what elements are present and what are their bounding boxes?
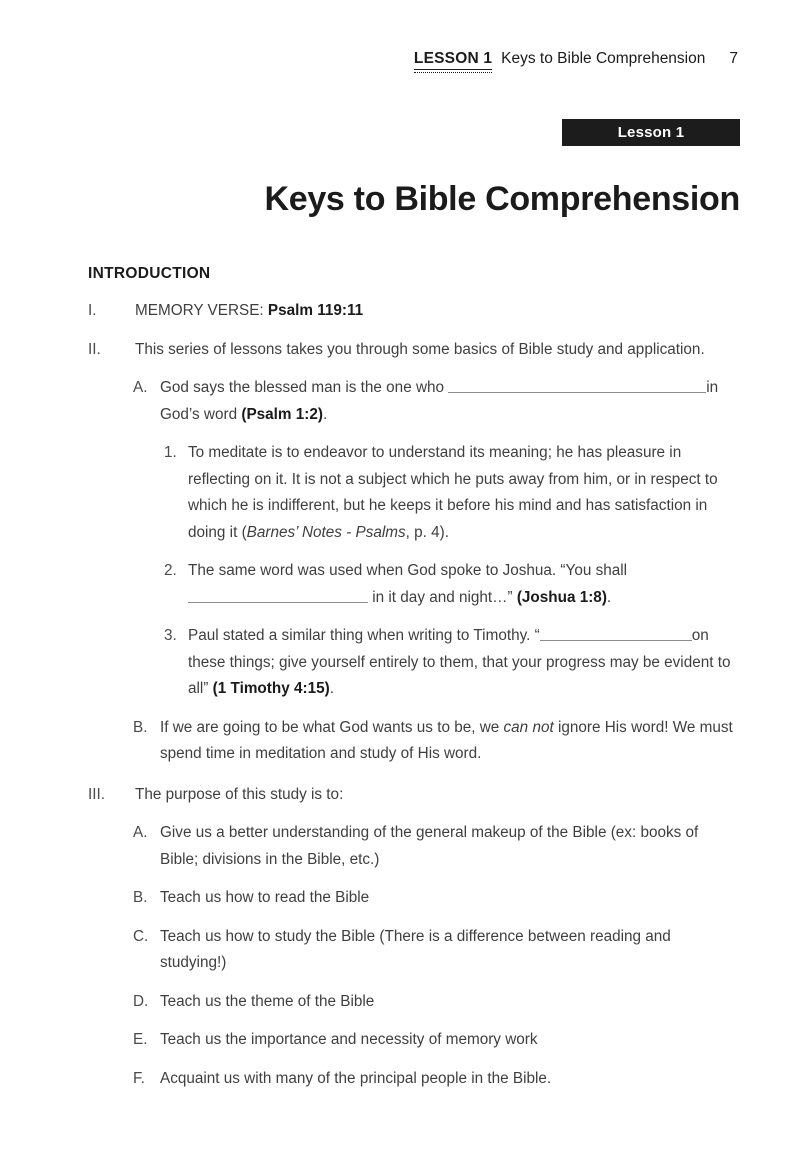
outline-marker: 1. — [164, 444, 177, 461]
outline-item-i — [0, 298, 800, 325]
outline-marker: III. — [88, 785, 105, 803]
clause-period: . — [322, 405, 328, 423]
outline-text: Teach us the theme of the Bible — [160, 992, 375, 1010]
outline-marker: B. — [133, 718, 148, 736]
outline-marker: D. — [133, 992, 149, 1010]
clause-text-after: in it day and night…” — [368, 588, 517, 606]
outline-text — [160, 375, 738, 428]
lesson-banner — [562, 119, 740, 146]
clause-text-before: Paul stated a similar thing when writing to Timothy. “ — [188, 627, 540, 644]
outline-item-ii-a — [0, 375, 800, 428]
outline-marker: C. — [133, 927, 149, 945]
section-heading-introduction: INTRODUCTION — [88, 265, 211, 282]
emphasis-text: can not — [503, 718, 554, 736]
outline-item-ii-a-1 — [0, 440, 800, 546]
outline-text: Acquaint us with many of the principal people in the Bible. — [160, 1069, 552, 1087]
outline-sublist-iii — [0, 820, 800, 1092]
outline-text — [188, 623, 738, 703]
clause-text-after: on these things; give yourself entirely to them, that your progress may be evident to all” — [188, 627, 731, 697]
fill-in-blank[interactable] — [540, 625, 692, 641]
outline-text: Give us a better understanding of the general makeup of the Bible (ex: books of Bible; divisions in the Bible, etc.) — [160, 824, 699, 868]
clause-text-before: To meditate is to endeavor to understand its meaning; he has pleasure in reflecting on it. It is not a subject which he puts away from him, or in respect to which he is indifferent, but he keeps it before his mind and has satisfaction in doing it ( — [188, 444, 718, 541]
outline-item-iii-2 — [0, 885, 800, 912]
memory-verse-label: MEMORY VERSE: — [135, 302, 268, 319]
outline-item-ii — [0, 337, 800, 364]
outline-text — [188, 558, 738, 611]
outline-marker: F. — [133, 1069, 145, 1087]
outline-item-iii — [0, 782, 800, 809]
page-number: 7 — [729, 50, 738, 67]
running-header-lesson-label: LESSON 1 — [414, 50, 492, 70]
clause-text-after: ignore His word! We must spend time in meditation and study of His word. — [160, 718, 733, 762]
outline-item-ii-a-2 — [0, 558, 800, 611]
outline-item-ii-a-3 — [0, 623, 800, 703]
outline-marker: E. — [133, 1031, 148, 1048]
fill-in-blank[interactable] — [188, 587, 368, 603]
outline-text — [160, 715, 738, 768]
outline-text: Teach us how to read the Bible — [160, 889, 370, 906]
running-header-title: Keys to Bible Comprehension — [501, 50, 706, 67]
clause-period: . — [329, 680, 334, 697]
outline-marker: II. — [88, 340, 101, 358]
outline-item-iii-6 — [0, 1066, 800, 1093]
outline-text — [135, 298, 738, 325]
outline-marker: I. — [88, 302, 97, 319]
outline-text: This series of lessons takes you through some basics of Bible study and application. — [135, 340, 705, 358]
outline-marker: B. — [133, 889, 148, 906]
clause-text-before: The same word was used when God spoke to Joshua. “You shall — [188, 562, 628, 579]
clause-text-before: If we are going to be what God wants us to be, we — [160, 718, 504, 736]
citation-title: Barnes’ Notes - Psalms — [246, 523, 406, 541]
outline-marker: 2. — [164, 562, 177, 579]
clause-text-before: God says the blessed man is the one who — [160, 379, 449, 396]
outline-item-iii-4 — [0, 989, 800, 1016]
outline-text: Teach us how to study the Bible (There is a difference between reading and studying!) — [160, 927, 671, 971]
outline-item-ii-b — [0, 715, 800, 768]
memory-verse-reference: Psalm 119:11 — [267, 302, 364, 319]
running-header — [62, 50, 738, 78]
outline-item-iii-3 — [0, 924, 800, 977]
outline-text: Teach us the importance and necessity of memory work — [160, 1031, 538, 1048]
outline-marker: 3. — [164, 627, 177, 644]
scripture-reference: (Psalm 1:2) — [241, 405, 323, 423]
lesson-banner-label: Lesson 1 — [617, 124, 685, 141]
clause-text-after: in God’s word — [160, 379, 719, 423]
scripture-reference: (1 Timothy 4:15) — [212, 680, 330, 697]
outline-body — [0, 298, 800, 1104]
scripture-reference: (Joshua 1:8) — [516, 588, 607, 606]
outline-text: The purpose of this study is to: — [135, 785, 344, 803]
clause-text-after: , p. 4). — [405, 523, 450, 541]
fill-in-blank[interactable] — [448, 377, 706, 393]
clause-period: . — [606, 588, 612, 606]
outline-item-iii-5 — [0, 1027, 800, 1054]
outline-text — [188, 440, 738, 546]
outline-marker: A. — [133, 379, 148, 396]
outline-item-iii-1 — [0, 820, 800, 873]
page-title: Keys to Bible Comprehension — [264, 180, 740, 218]
outline-marker: A. — [133, 824, 148, 841]
